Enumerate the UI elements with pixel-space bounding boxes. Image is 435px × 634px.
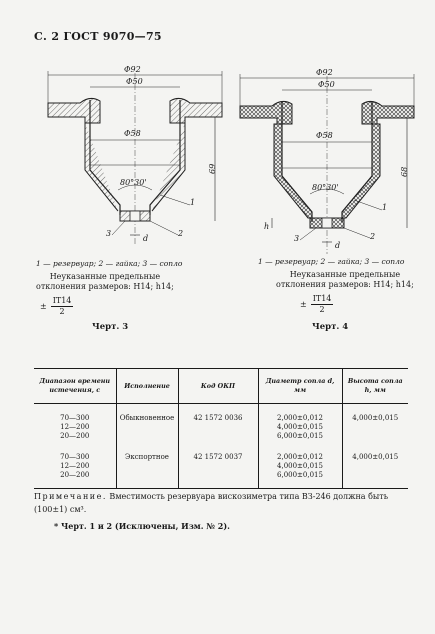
cell-execution: Обыкновенное: [116, 404, 178, 444]
figure-4-note: [276, 270, 414, 290]
formula-num: IT14: [312, 294, 332, 303]
range-value: 70—300: [60, 453, 90, 461]
figure-4-formula: [300, 294, 333, 315]
header-range: Диапазон времени истечения, с: [34, 369, 116, 404]
callout-1: 1: [190, 198, 196, 207]
cell-code: 42 1572 0037: [178, 443, 258, 489]
cell-execution: Экспортное: [116, 443, 178, 489]
range-value: 20—200: [60, 432, 90, 440]
cell-diameters: [258, 443, 342, 489]
range-value: 70—300: [60, 414, 90, 422]
diameter-value: 4,000±0,015: [277, 462, 323, 470]
header-height: Высота сопла h, мм: [342, 369, 408, 404]
range-value: 12—200: [60, 462, 90, 470]
figure-4-drawing: [232, 64, 422, 264]
dim-d92: Φ92: [124, 65, 141, 74]
figure-4-legend: 1 — резервуар; 2 — гайка; 3 — сопло: [258, 257, 405, 266]
dim-d50: Φ50: [126, 77, 143, 86]
figure-4-label: Черт. 4: [312, 322, 349, 332]
diameter-value: 4,000±0,015: [277, 423, 323, 431]
header-execution: Исполнение: [116, 369, 178, 404]
callout-3: 3: [294, 234, 300, 243]
table-row: [34, 404, 408, 444]
figure-3-note-line2: отклонения размеров: H14; h14;: [36, 282, 174, 291]
header-diameter: Диаметр сопла d, мм: [258, 369, 342, 404]
table-row: [34, 443, 408, 489]
page-header: С. 2 ГОСТ 9070—75: [34, 30, 162, 43]
cell-ranges: [34, 404, 116, 444]
figure-3-label: Черт. 3: [92, 322, 129, 332]
dim-angle: 80°30': [120, 178, 147, 187]
cell-height: 4,000±0,015: [342, 443, 408, 489]
cell-ranges: [34, 443, 116, 489]
dim-h: h: [264, 222, 270, 231]
callout-1: 1: [382, 203, 388, 212]
dim-d: d: [143, 234, 149, 243]
figure-4-note-line2: отклонения размеров: H14; h14;: [276, 280, 414, 289]
diameter-value: 2,000±0,012: [277, 414, 323, 422]
formula-pm: ±: [300, 300, 307, 309]
table-header-row: [34, 369, 408, 404]
table-note: [34, 490, 414, 516]
cell-height: 4,000±0,015: [342, 404, 408, 444]
dim-d92: Φ92: [316, 68, 333, 77]
diameter-value: 2,000±0,012: [277, 453, 323, 461]
figure-4-note-line1: Неуказанные предельные: [289, 270, 401, 279]
figure-3-note: [36, 272, 174, 292]
cell-code: 42 1572 0036: [178, 404, 258, 444]
header-code: Код ОКП: [178, 369, 258, 404]
dim-d50: Φ50: [318, 80, 335, 89]
dim-h69: 69: [208, 163, 217, 174]
note-text: Вместимость резервуара вискозиметра типа ВЗ-246 должна быть (100±1) см³.: [34, 492, 389, 514]
figure-3-drawing: [40, 55, 230, 255]
diameter-value: 6,000±0,015: [277, 432, 323, 440]
spec-table: [34, 368, 408, 489]
range-value: 20—200: [60, 471, 90, 479]
dim-d58: Φ58: [124, 129, 141, 138]
dim-angle: 80°30': [312, 183, 339, 192]
dim-h68: 68: [400, 166, 409, 177]
footnote-star: * Черт. 1 и 2 (Исключены, Изм. № 2).: [54, 521, 230, 531]
figure-3-formula: [40, 296, 73, 317]
formula-den: 2: [319, 305, 325, 314]
range-value: 12—200: [60, 423, 90, 431]
figure-3-legend: 1 — резервуар; 2 — гайка; 3 — сопло: [36, 259, 183, 268]
note-lead: Примечание.: [34, 492, 107, 501]
formula-num: IT14: [52, 296, 72, 305]
dim-d58: Φ58: [316, 131, 333, 140]
callout-2: 2: [370, 232, 376, 241]
callout-3: 3: [106, 229, 112, 238]
formula-den: 2: [59, 307, 65, 316]
figure-3-note-line1: Неуказанные предельные: [49, 272, 161, 281]
formula-pm: ±: [40, 302, 47, 311]
diameter-value: 6,000±0,015: [277, 471, 323, 479]
dim-d: d: [335, 241, 341, 250]
callout-2: 2: [178, 229, 184, 238]
cell-diameters: [258, 404, 342, 444]
